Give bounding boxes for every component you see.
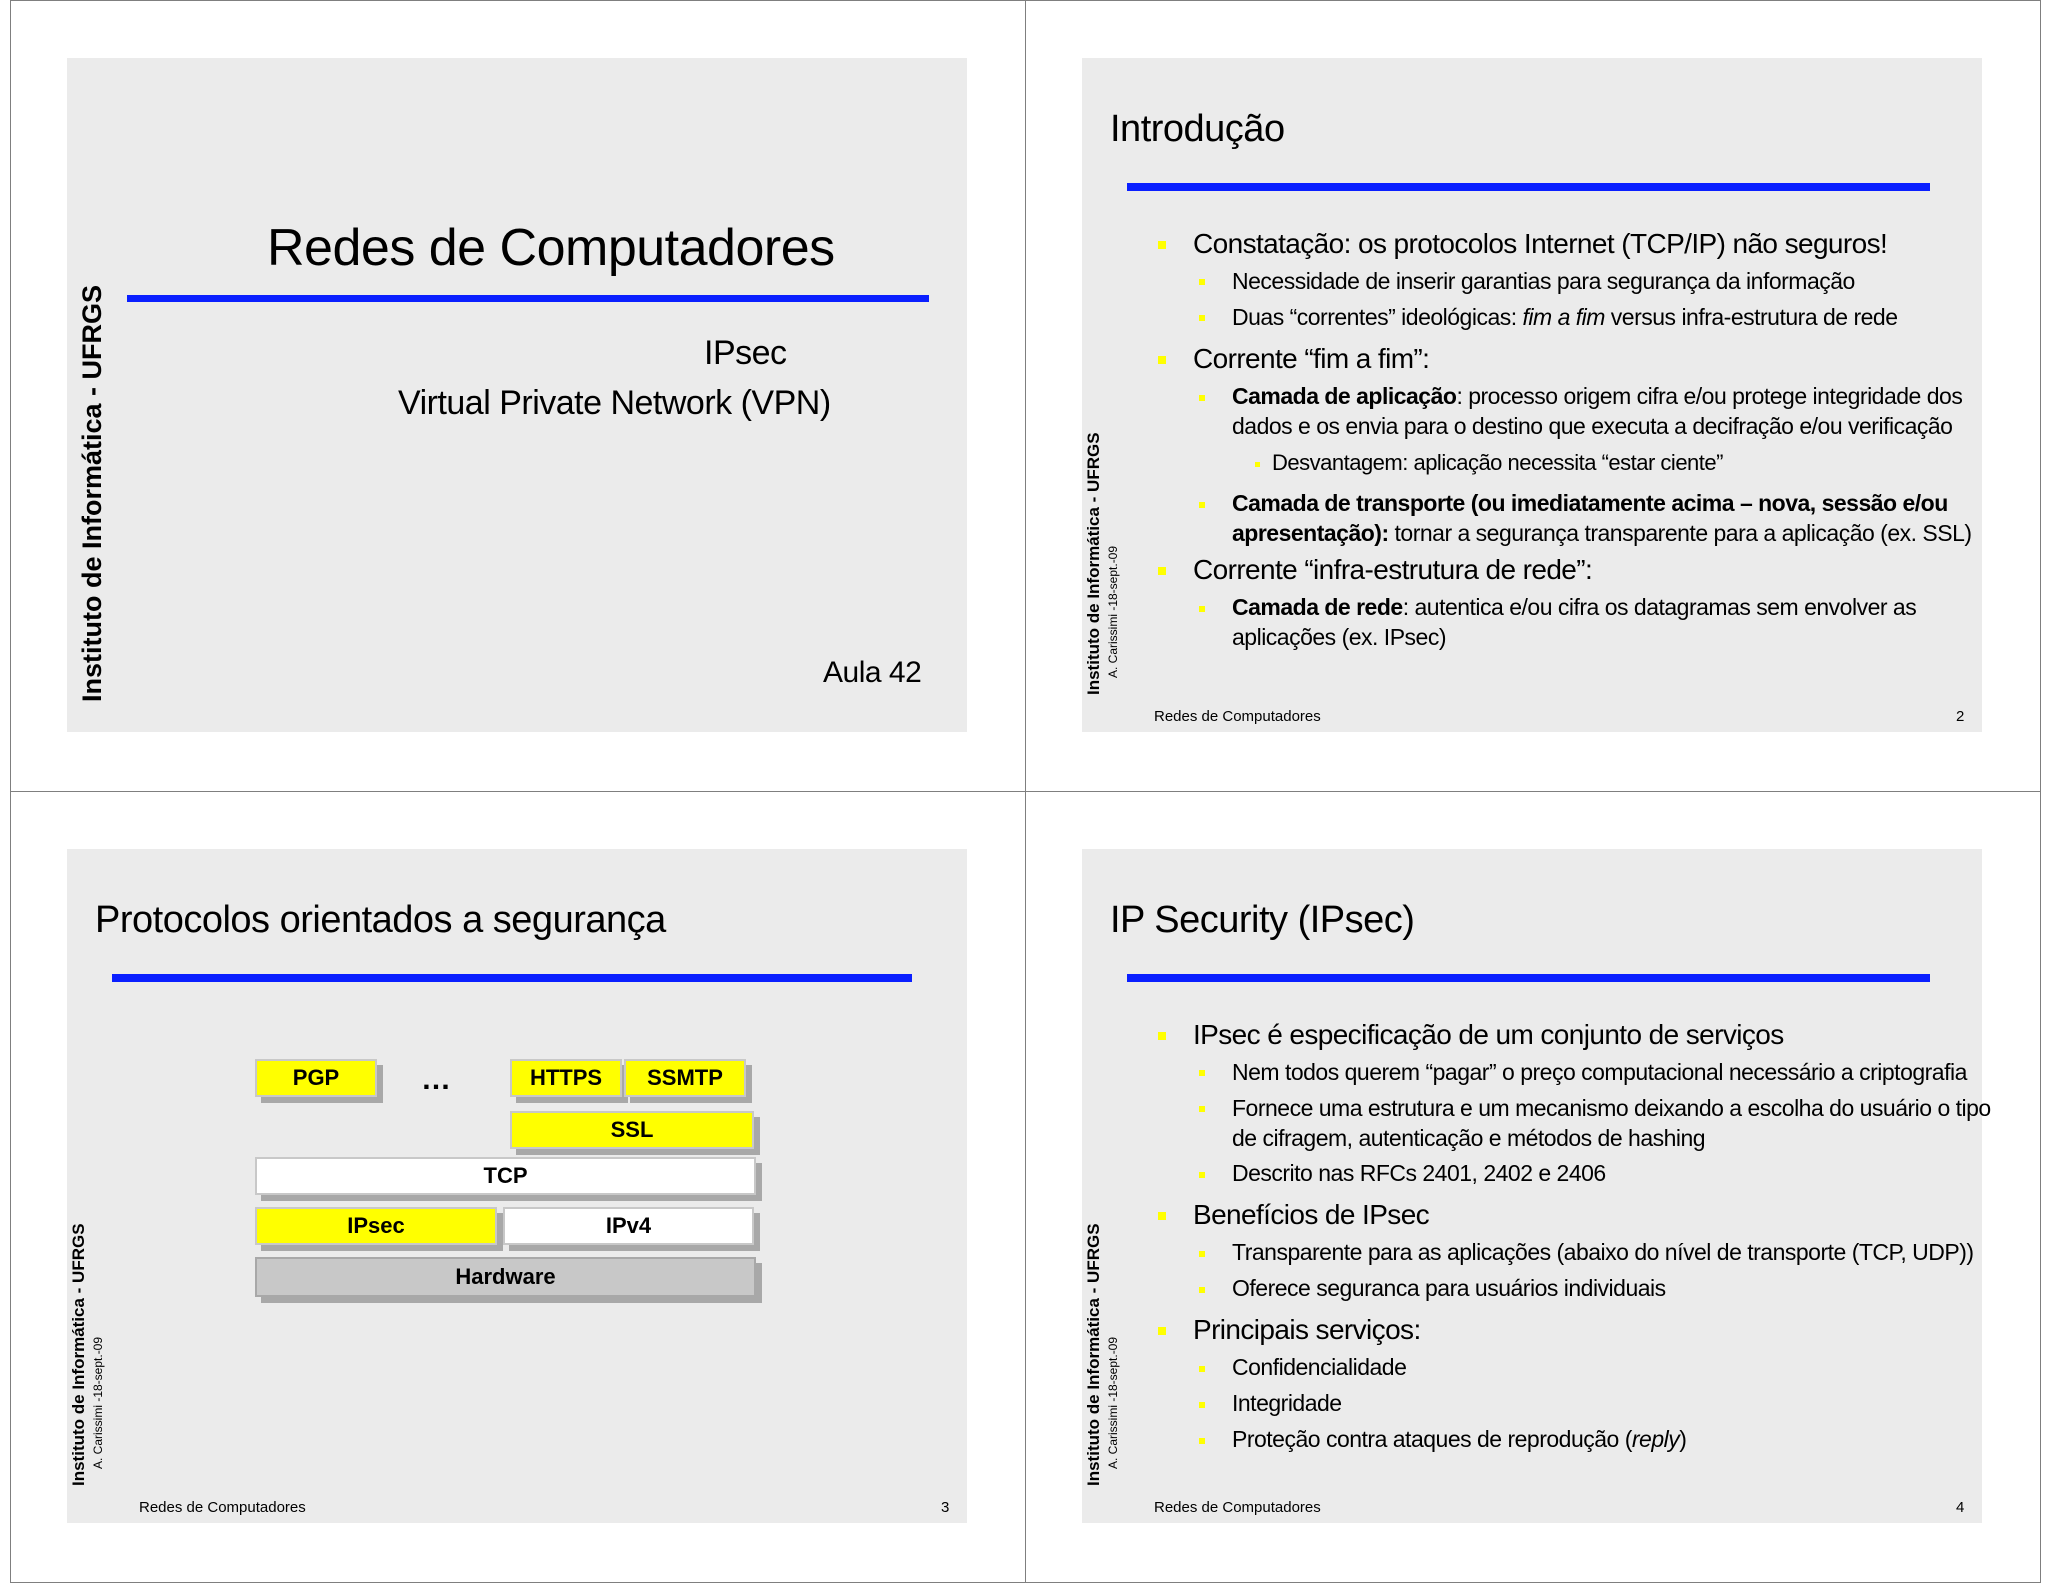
hardware-box: Hardware <box>255 1257 756 1297</box>
side-author-label: A. Carissimi -18-sept.-09 <box>1106 545 1120 678</box>
https-box: HTTPS <box>510 1059 622 1097</box>
slide-cell-4 <box>1025 791 2041 1583</box>
sub-bullet-text: Oferece seguranca para usuários individuais <box>1232 1275 1666 1301</box>
title-underline <box>1127 183 1930 191</box>
slide-2 <box>1082 58 1982 732</box>
sub-bullet-text: Fornece uma estrutura e um mecanismo deixando a escolha do usuário o tipo <box>1232 1095 1991 1121</box>
bullet-text: Principais serviços: <box>1193 1314 1421 1345</box>
ipv4-box: IPv4 <box>503 1207 754 1245</box>
sub-bullet-text: Camada de rede: autentica e/ou cifra os datagramas sem envolver as <box>1232 594 1917 620</box>
slide-title: Protocolos orientados a segurança <box>95 899 666 941</box>
bullet-icon <box>1158 356 1166 364</box>
bullet-icon <box>1199 1251 1205 1257</box>
page-number: 3 <box>941 1499 950 1516</box>
sub-bullet-text-cont: aplicações (ex. IPsec) <box>1232 624 1446 650</box>
side-institute-label: Instituto de Informática - UFRGS <box>1084 1223 1103 1486</box>
slide-4 <box>1082 849 1991 1523</box>
slide-cell-2 <box>1025 0 2041 792</box>
bullet-icon <box>1199 315 1205 321</box>
lecture-number: Aula 42 <box>823 656 922 689</box>
slide-3 <box>67 849 967 1523</box>
sub-bullet-text: Integridade <box>1232 1390 1342 1416</box>
bullet-text: Corrente “infra-estrutura de rede”: <box>1193 554 1593 585</box>
side-author-label: A. Carissimi -18-sept.-09 <box>91 1336 105 1469</box>
ipsec-box: IPsec <box>255 1207 497 1245</box>
sub-bullet-text-cont: dados e os envia para o destino que executa a decifração e/ou verificação <box>1232 413 1953 439</box>
slide-cell-1 <box>10 0 1026 792</box>
bullet-icon <box>1158 1212 1166 1220</box>
slide-footer: Redes de Computadores <box>139 1499 306 1516</box>
subtitle-vpn: Virtual Private Network (VPN) <box>398 384 831 422</box>
sub-bullet-text: Transparente para as aplicações (abaixo do nível de transporte (TCP, UDP)) <box>1232 1239 1974 1265</box>
side-institute-label: Instituto de Informática - UFRGS <box>77 284 107 702</box>
subtitle-ipsec: IPsec <box>704 334 787 372</box>
bullet-text: IPsec é especificação de um conjunto de serviços <box>1193 1019 1784 1050</box>
slide-footer: Redes de Computadores <box>1154 708 1321 725</box>
sub-bullet-text-cont: apresentação): tornar a segurança transparente para a aplicação (ex. SSL) <box>1232 520 1972 546</box>
title-underline <box>112 974 912 982</box>
slide-cell-3 <box>10 791 1026 1583</box>
bullet-text: Constatação: os protocolos Internet (TCP/IP) não seguros! <box>1193 228 1888 259</box>
title-underline <box>1127 974 1930 982</box>
bullet-icon <box>1199 395 1205 401</box>
sub-bullet-text: Confidencialidade <box>1232 1354 1407 1380</box>
sub-bullet-text: Duas “correntes” ideológicas: fim a fim versus infra-estrutura de rede <box>1232 304 1898 330</box>
bullet-icon <box>1158 1032 1166 1040</box>
tcp-box: TCP <box>255 1157 756 1195</box>
bullet-icon <box>1199 1070 1205 1076</box>
side-institute-label: Instituto de Informática - UFRGS <box>1084 432 1103 695</box>
slide-footer: Redes de Computadores <box>1154 1499 1321 1516</box>
side-institute-label: Instituto de Informática - UFRGS <box>69 1223 88 1486</box>
sub-bullet-text-cont: de cifragem, autenticação e métodos de hashing <box>1232 1125 1706 1151</box>
sub-bullet-text: Descrito nas RFCs 2401, 2402 e 2406 <box>1232 1160 1606 1186</box>
side-author-label: A. Carissimi -18-sept.-09 <box>1106 1336 1120 1469</box>
bullet-icon <box>1199 502 1205 508</box>
sub-bullet-text: Camada de aplicação: processo origem cifra e/ou protege integridade dos <box>1232 383 1963 409</box>
ssmtp-box: SSMTP <box>624 1059 746 1097</box>
pgp-box: PGP <box>255 1059 377 1097</box>
slide-title: IP Security (IPsec) <box>1110 899 1415 941</box>
ssl-box: SSL <box>510 1111 754 1149</box>
sub-bullet-text: Camada de transporte (ou imediatamente acima – nova, sessão e/ou <box>1232 490 1948 516</box>
page-number: 2 <box>1956 708 1965 725</box>
bullet-icon <box>1158 241 1166 249</box>
bullet-icon <box>1158 1327 1166 1335</box>
sub-sub-bullet-text: Desvantagem: aplicação necessita “estar ciente” <box>1272 450 1723 475</box>
slide-title: Redes de Computadores <box>267 219 835 277</box>
ellipsis: … <box>421 1063 451 1096</box>
sub-bullet-text: Nem todos querem “pagar” o preço computacional necessário a criptografia <box>1232 1059 1967 1085</box>
bullet-icon <box>1199 279 1205 285</box>
page-number: 4 <box>1956 1499 1965 1516</box>
slide-title: Introdução <box>1110 108 1285 150</box>
bullet-icon <box>1199 1172 1205 1178</box>
title-underline <box>127 295 929 302</box>
bullet-icon <box>1199 606 1205 612</box>
bullet-icon <box>1199 1106 1205 1112</box>
bullet-icon <box>1199 1366 1205 1372</box>
sub-bullet-text: Necessidade de inserir garantias para segurança da informação <box>1232 268 1855 294</box>
bullet-icon <box>1255 462 1260 467</box>
bullet-icon <box>1199 1438 1205 1444</box>
bullet-text: Benefícios de IPsec <box>1193 1199 1430 1230</box>
slide-1 <box>67 58 967 732</box>
sub-bullet-text: Proteção contra ataques de reprodução (reply) <box>1232 1426 1687 1452</box>
bullet-icon <box>1199 1287 1205 1293</box>
bullet-icon <box>1158 567 1166 575</box>
bullet-icon <box>1199 1402 1205 1408</box>
bullet-text: Corrente “fim a fim”: <box>1193 343 1430 374</box>
